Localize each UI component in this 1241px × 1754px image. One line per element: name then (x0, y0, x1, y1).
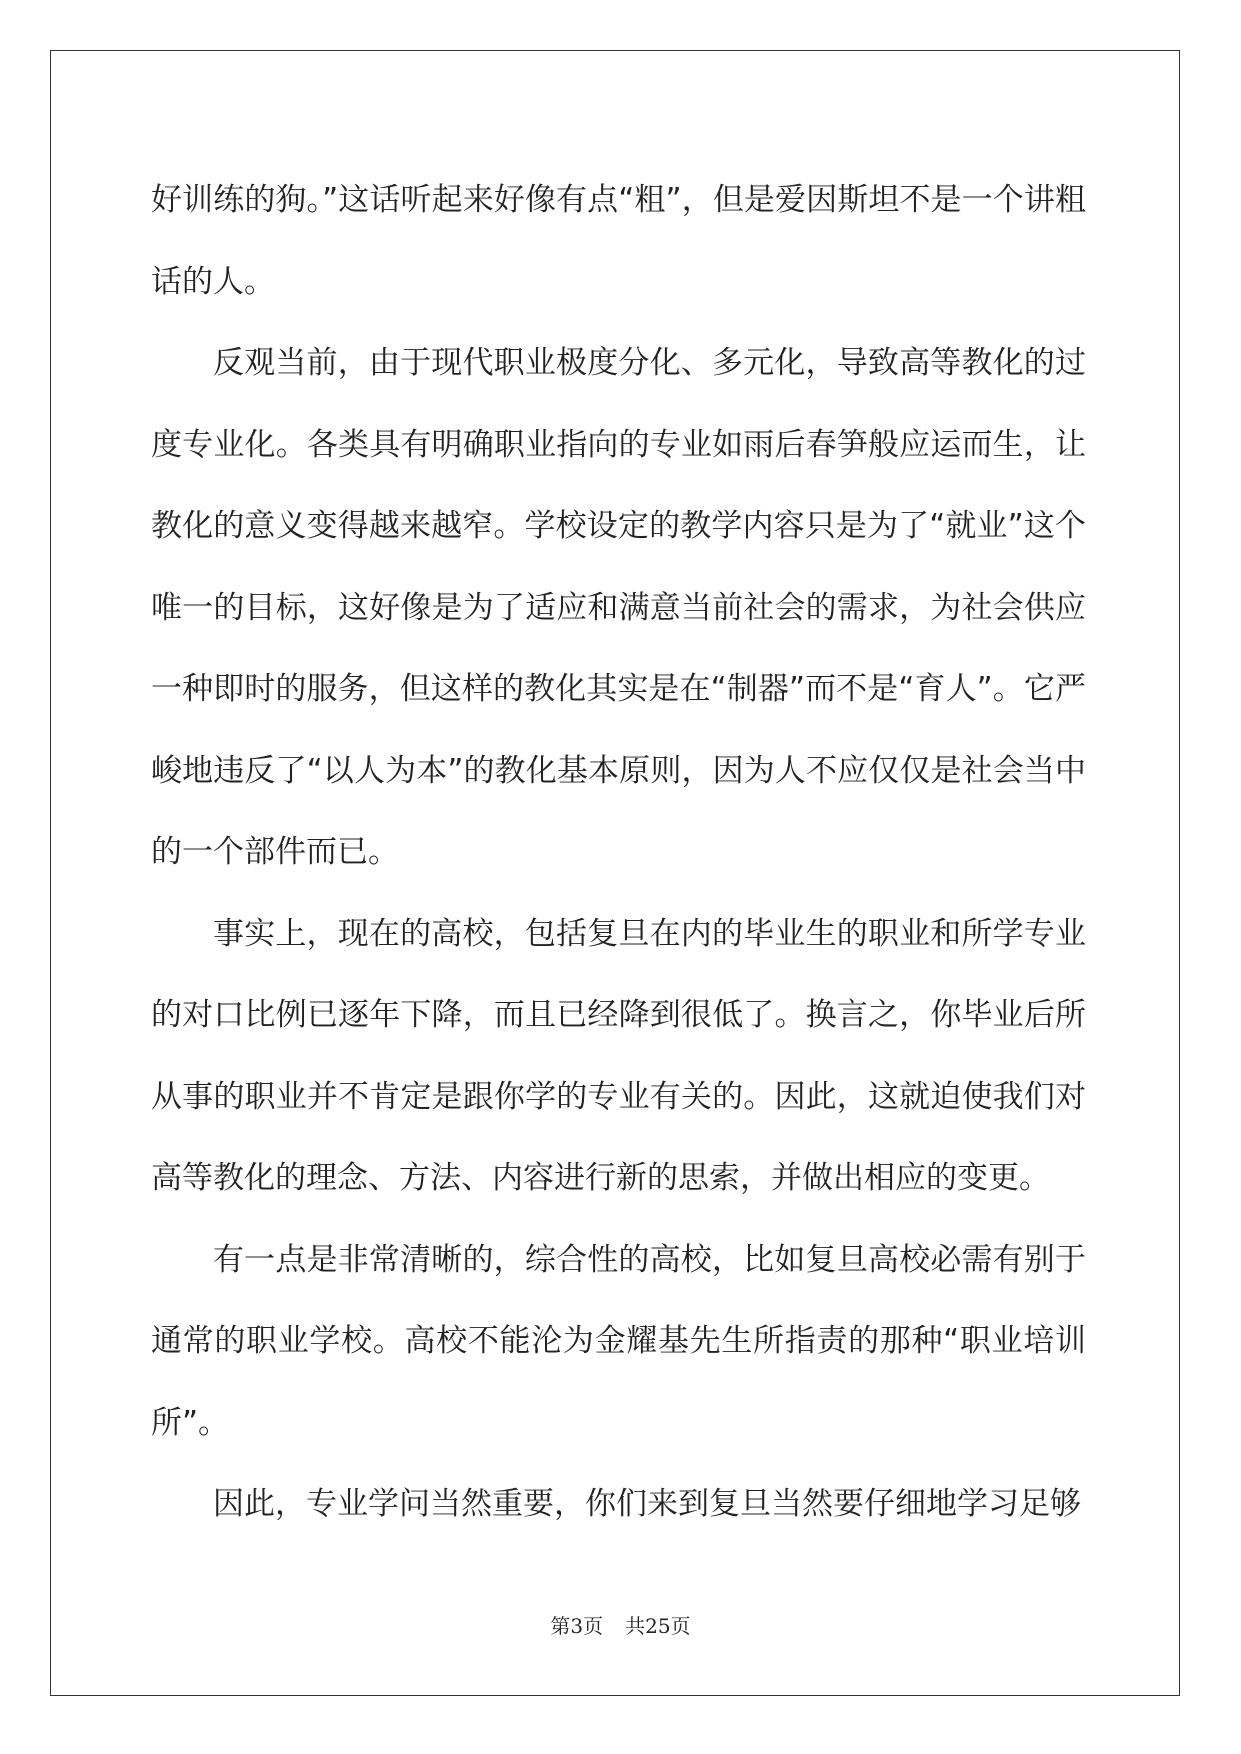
paragraph-4: 有一点是非常清晰的，综合性的高校，比如复旦高校必需有别于通常的职业学校。高校不能沦为金耀基先生所指责的那种“职业培训所”。 (151, 1241, 1086, 1441)
paragraph-3: 事实上，现在的高校，包括复旦在内的毕业生的职业和所学专业的对口比例已逐年下降，而且已经降到很低了。换言之，你毕业后所从事的职业并不肯定是跟你学的专业有关的。因此，这就迫使我们对高等教化的理念、方法、内容进行新的思索，并做出相应的变更。 (151, 915, 1086, 1196)
page-total: 共25页 (625, 1614, 691, 1638)
paragraph-2: 反观当前，由于现代职业极度分化、多元化，导致高等教化的过度专业化。各类具有明确职业指向的专业如雨后春笋般应运而生，让教化的意义变得越来越窄。学校设定的教学内容只是为了“就业”这个唯一的目标，这好像是为了适应和满意当前社会的需求，为社会供应一种即时的服务，但这样的教化其实是在“制器”而不是“育人”。它严峻地违反了“以人为本”的教化基本原则，因为人不应仅仅是社会当中的一个部件而已。 (151, 345, 1086, 870)
page-number: 第3页 (550, 1614, 604, 1638)
page-footer (0, 1610, 1241, 1639)
document-body (151, 160, 1086, 1546)
paragraph-1: 好训练的狗。”这话听起来好像有点“粗”，但是爱因斯坦不是一个讲粗话的人。 (151, 182, 1086, 300)
paragraph-5: 因此，专业学问当然重要，你们来到复旦当然要仔细地学习足够 (213, 1486, 1081, 1522)
